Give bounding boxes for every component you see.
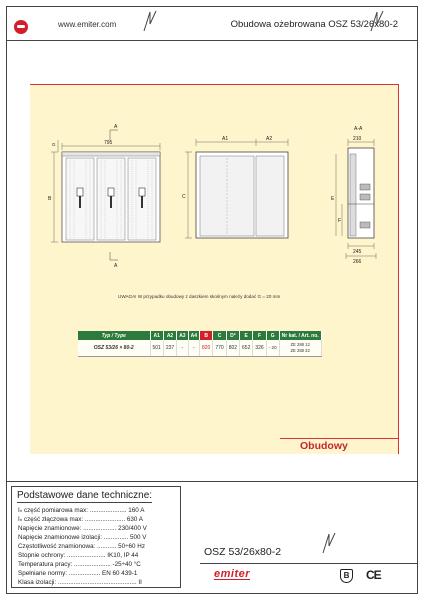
header-divider: [6, 40, 418, 41]
spec-row: Klasa izolacji: ............................................. II: [18, 579, 142, 586]
section-top-dimension-label: 210: [353, 136, 362, 142]
section-mark-top: A: [114, 124, 118, 130]
red-border-right: [398, 84, 399, 454]
width-dimension-label: 795: [104, 140, 113, 146]
header-art: Nr kat. / Art. no.: [279, 331, 321, 340]
section-view-drawing: [336, 139, 376, 259]
model-divider: [200, 563, 418, 564]
side-view-drawing: [185, 139, 288, 238]
cell-f: 326: [253, 340, 266, 356]
header-type: Typ / Type: [78, 331, 150, 340]
a1-dimension-label: A1: [222, 136, 229, 142]
header-a4: A4: [188, 331, 199, 340]
cert-b-letter: B: [343, 571, 350, 580]
model-name: OSZ 53/26x80-2: [204, 546, 282, 558]
depth-dimension-label: G: [52, 142, 56, 147]
cell-a3: -: [177, 340, 188, 356]
header-a1: A1: [150, 331, 163, 340]
header-a2: A2: [163, 331, 176, 340]
red-border-bottom: [280, 438, 398, 439]
header: [6, 6, 418, 44]
cell-g: - 20: [266, 340, 279, 356]
spec-row: Iₙ część pomiarowa max: ..................... 160 A: [18, 507, 145, 514]
art-number-2: ZE 288 22: [290, 347, 310, 353]
spec-row: Spełniane normy: .................. EN 60 439-1: [18, 570, 138, 577]
header-f: F: [253, 331, 266, 340]
brand-name: emiter: [214, 568, 251, 580]
header-c: C: [213, 331, 226, 340]
specs-box: [11, 486, 181, 588]
cell-a1: 501: [150, 340, 163, 356]
dimension-266-label: 266: [353, 259, 362, 265]
header-g: G: [266, 331, 279, 340]
table-header-row: [78, 331, 321, 340]
spec-row: Napięcie znamionowe izolacji: .............. 500 V: [18, 534, 147, 541]
section-title: A-A: [354, 126, 363, 132]
specs-title: Podstawowe dane techniczne:: [17, 490, 153, 501]
header-e: E: [240, 331, 253, 340]
header-b: B: [200, 331, 213, 340]
bottom-divider: [6, 481, 418, 482]
header-a3: A3: [177, 331, 188, 340]
spec-row: Iₙ część złączowa max: ....................... 630 A: [18, 516, 143, 523]
dimensions-table: [78, 331, 322, 357]
cell-d: 802: [226, 340, 239, 356]
cell-c: 770: [213, 340, 226, 356]
cell-e: 652: [240, 340, 253, 356]
cell-art: [279, 340, 321, 356]
art-number-1: ZE 288 12: [290, 342, 310, 348]
slash-mark-icon: [370, 10, 384, 32]
document-title: Obudowa ożebrowana OSZ 53/26x80-2: [230, 19, 398, 30]
spec-row: Napięcie znamionowe: ................... 230/400 V: [18, 525, 147, 532]
spec-row: Częstotliwość znamionowa: ........... 50÷60 Hz: [18, 543, 145, 550]
c-dimension-label: C: [182, 194, 186, 200]
cell-a2: 237: [163, 340, 176, 356]
note-text: UWAGA! W przypadku obudowy z daszkiem skośnym należy dodać G = 20 mm: [118, 294, 281, 299]
cell-a4: -: [188, 340, 199, 356]
category-label: Obudowy: [300, 440, 348, 452]
e-dimension-label: E: [331, 196, 335, 202]
b-certification-icon: [340, 569, 353, 583]
spec-row: Temperatura pracy: ..................... -25÷40 °C: [18, 561, 141, 568]
spec-row: Stopnie ochrony: ...................... IK10, IP 44: [18, 552, 139, 559]
table-row: [78, 340, 321, 356]
cell-b: 820: [200, 340, 213, 356]
technical-drawing: [30, 84, 398, 314]
front-view-drawing: [51, 130, 160, 260]
header-d: D*: [226, 331, 239, 340]
slash-mark-icon: [143, 10, 157, 32]
f-dimension-label: F: [338, 218, 342, 224]
height-dimension-label: B: [48, 196, 52, 202]
section-mark-bottom: A: [114, 263, 118, 269]
dimension-245-label: 245: [353, 249, 362, 255]
cert-ce-letters: CE: [366, 568, 381, 582]
emiter-logo: [214, 568, 250, 580]
ce-mark-icon: [366, 568, 381, 582]
slash-mark-icon: [322, 532, 336, 554]
website-url[interactable]: www.emiter.com: [58, 20, 117, 29]
emiter-round-logo-icon: [14, 20, 28, 34]
a2-dimension-label: A2: [266, 136, 273, 142]
cell-type: OSZ 53/26 × 80-2: [78, 340, 150, 356]
